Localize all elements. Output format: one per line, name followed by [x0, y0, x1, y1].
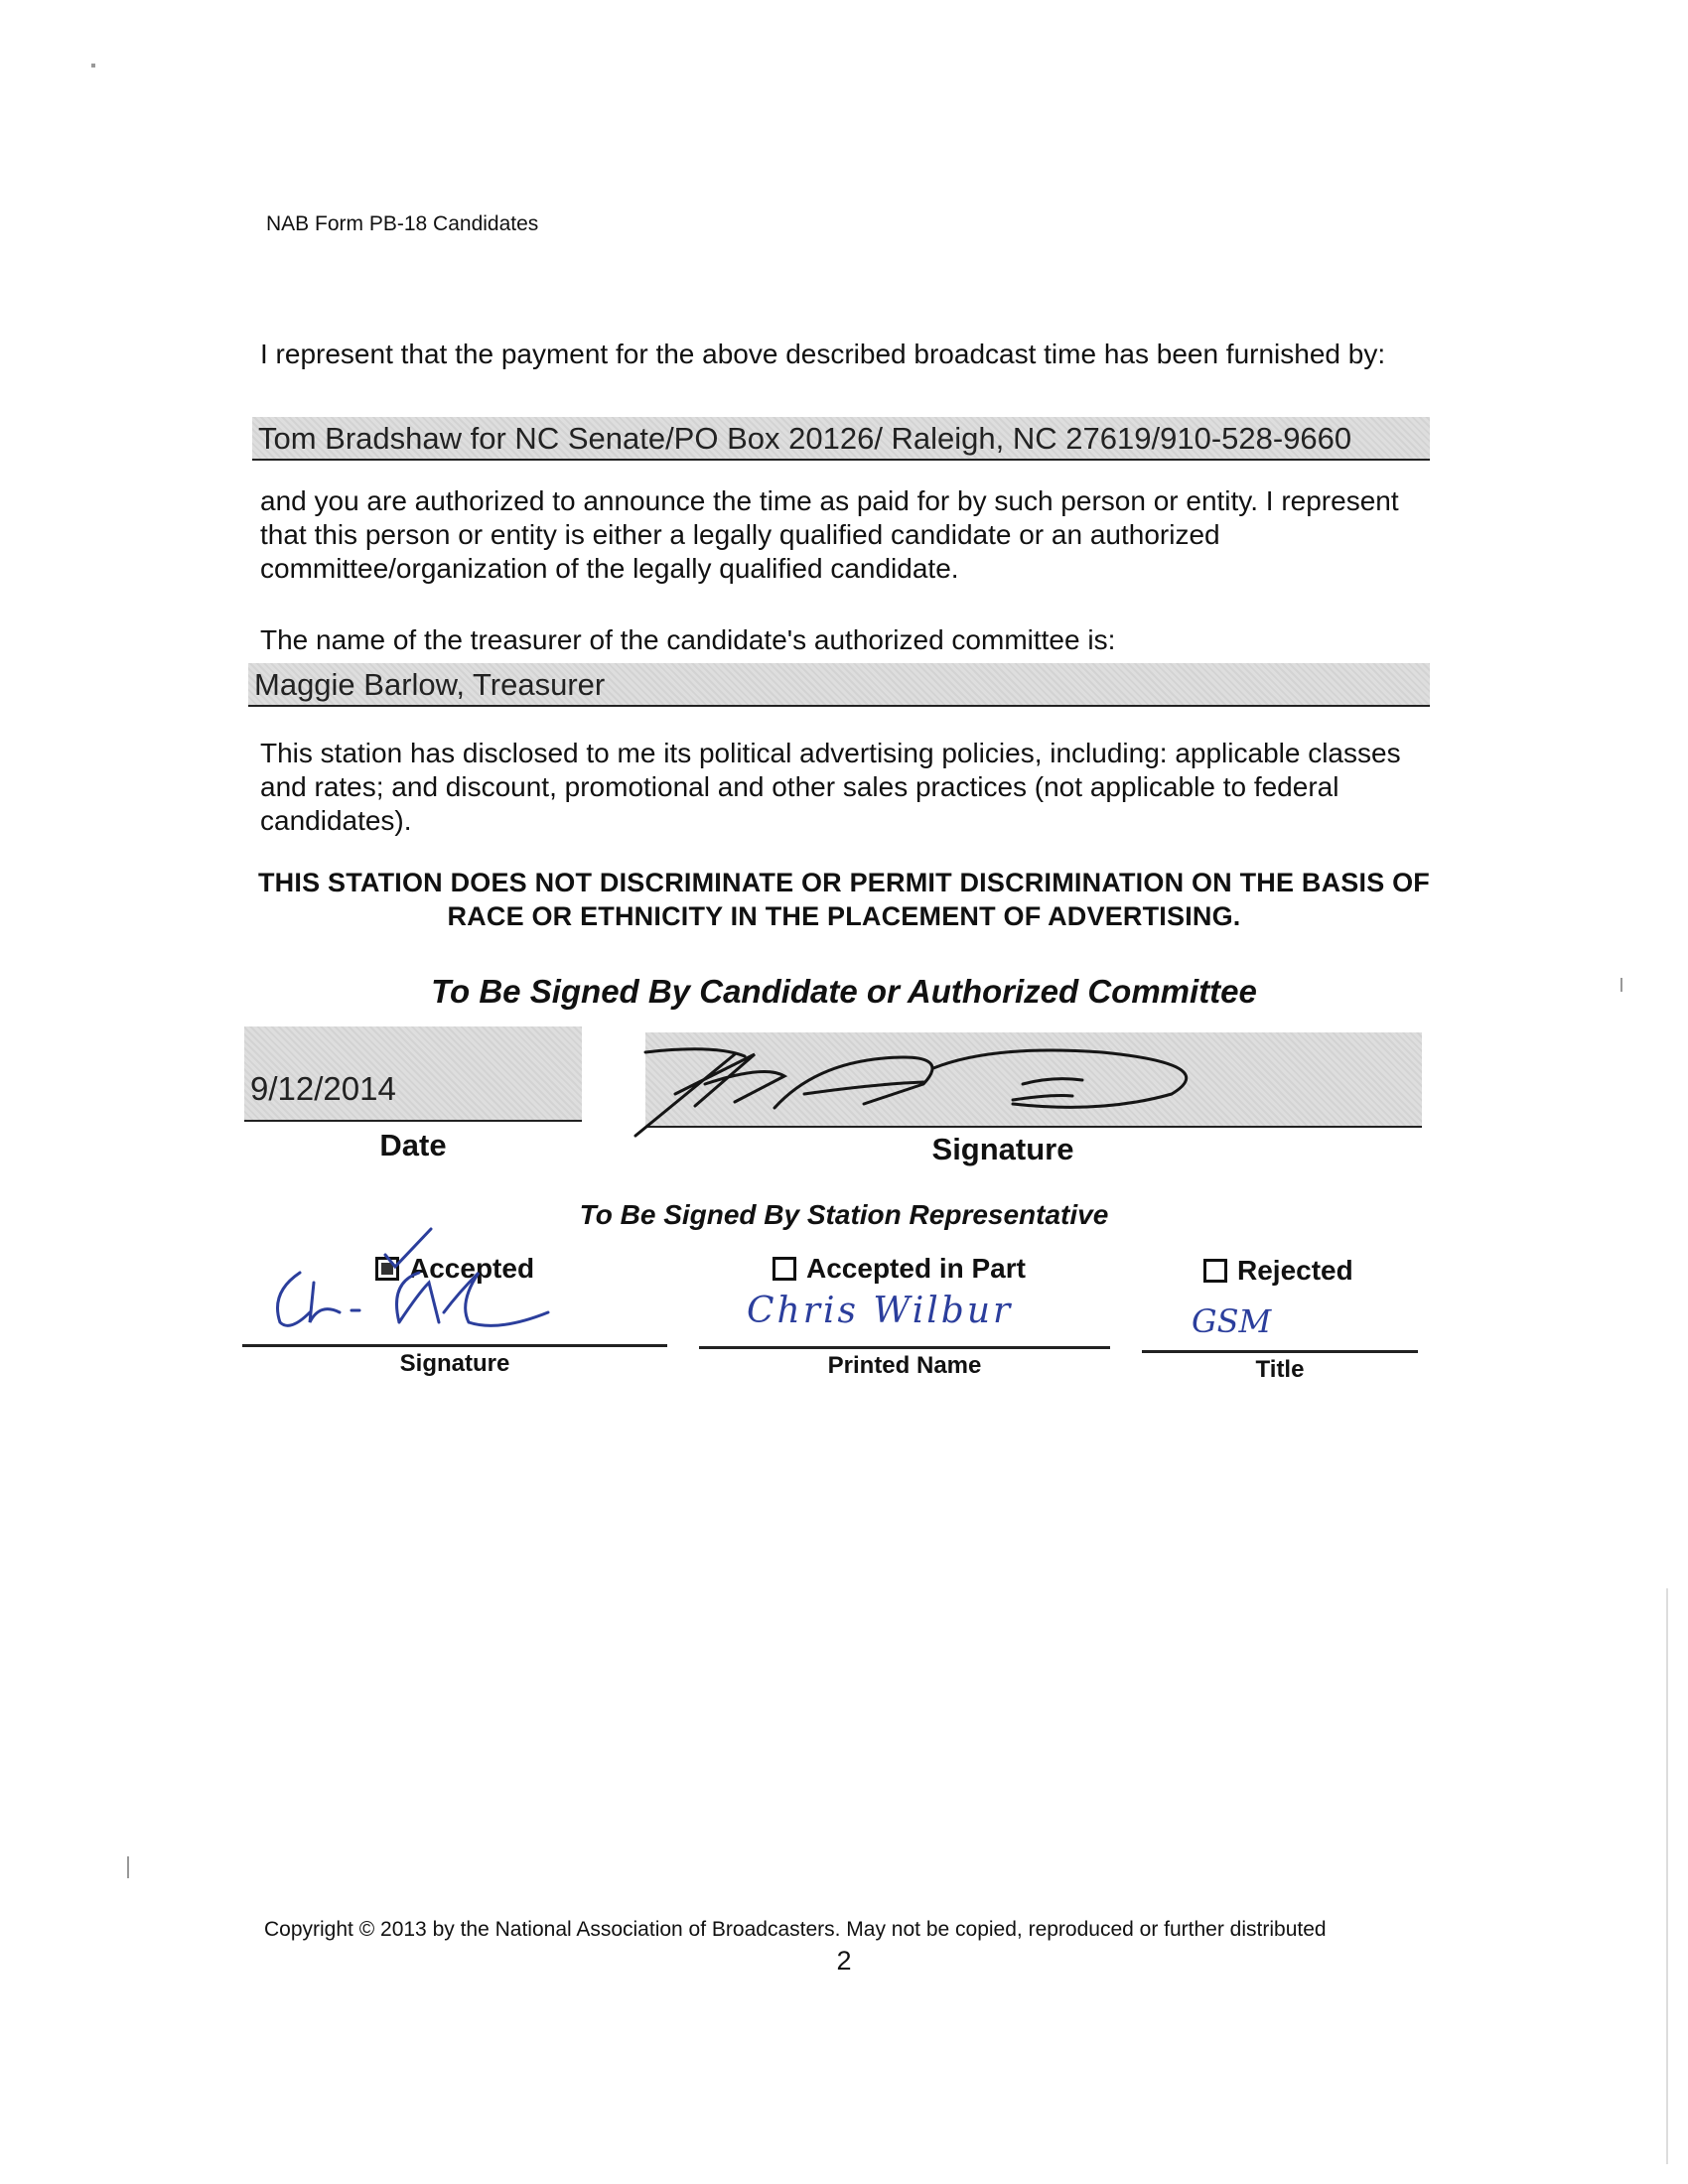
authorization-statement: and you are authorized to announce the time as paid for by such person or entity. I represent that this person or entity is either a legally qualified candidate or an authorized committee/organization of the legally qualified candidate.	[260, 485, 1399, 584]
title-label: Title	[1255, 1356, 1305, 1383]
checkbox-accepted-in-part[interactable]	[773, 1257, 796, 1281]
printed-name-label: Printed Name	[827, 1352, 982, 1379]
candidate-section-heading: To Be Signed By Candidate or Authorized Committee	[431, 973, 1257, 1010]
station-signature-scribble	[270, 1253, 568, 1342]
date-label: Date	[379, 1128, 447, 1162]
candidate-signature-field[interactable]	[645, 1032, 1422, 1128]
payer-field[interactable]: Tom Bradshaw for NC Senate/PO Box 20126/ Raleigh, NC 27619/910-528-9660	[252, 417, 1430, 461]
title-line	[1142, 1350, 1418, 1353]
checkbox-rejected[interactable]	[1203, 1259, 1227, 1283]
title-value: GSM	[1192, 1302, 1272, 1340]
scan-speck	[91, 64, 95, 68]
scan-speck	[127, 1856, 129, 1878]
option-accepted-in-part[interactable]	[773, 1253, 1026, 1285]
candidate-signature-label: Signature	[931, 1132, 1074, 1166]
option-rejected[interactable]	[1203, 1255, 1353, 1287]
treasurer-field[interactable]: Maggie Barlow, Treasurer	[248, 663, 1430, 707]
option-rejected-label: Rejected	[1237, 1255, 1353, 1286]
disclosure-statement: This station has disclosed to me its political advertising policies, including: applicable classes and rates; and discount, promotional and other sales practices (not applicable to federal candidates).	[260, 738, 1401, 836]
station-signature-label: Signature	[399, 1350, 510, 1377]
signature-line	[242, 1344, 667, 1347]
date-field[interactable]: 9/12/2014	[244, 1026, 582, 1122]
payment-statement: I represent that the payment for the above described broadcast time has been furnished by:	[260, 339, 1386, 369]
printed-name-line	[699, 1346, 1110, 1349]
station-section-heading: To Be Signed By Station Representative	[579, 1199, 1109, 1230]
page-number: 2	[836, 1946, 852, 1976]
scan-edge-line	[1666, 1588, 1668, 2164]
copyright-notice: Copyright © 2013 by the National Association of Broadcasters. May not be copied, reproduced or further distributed	[264, 1918, 1327, 1941]
treasurer-prompt: The name of the treasurer of the candidate's authorized committee is:	[260, 624, 1116, 655]
scan-speck	[1620, 978, 1622, 992]
candidate-signature-scribble	[635, 1024, 1231, 1134]
form-id: NAB Form PB-18 Candidates	[266, 212, 539, 235]
option-accepted-in-part-label: Accepted in Part	[806, 1253, 1026, 1284]
printed-name-value: Chris Wilbur	[747, 1291, 1014, 1331]
option-accepted-label: Accepted	[409, 1253, 535, 1284]
nondiscrimination-notice: THIS STATION DOES NOT DISCRIMINATE OR PERMIT DISCRIMINATION ON THE BASIS OF RACE OR ETHNICITY IN THE PLACEMENT OF ADVERTISING.	[257, 868, 1430, 931]
